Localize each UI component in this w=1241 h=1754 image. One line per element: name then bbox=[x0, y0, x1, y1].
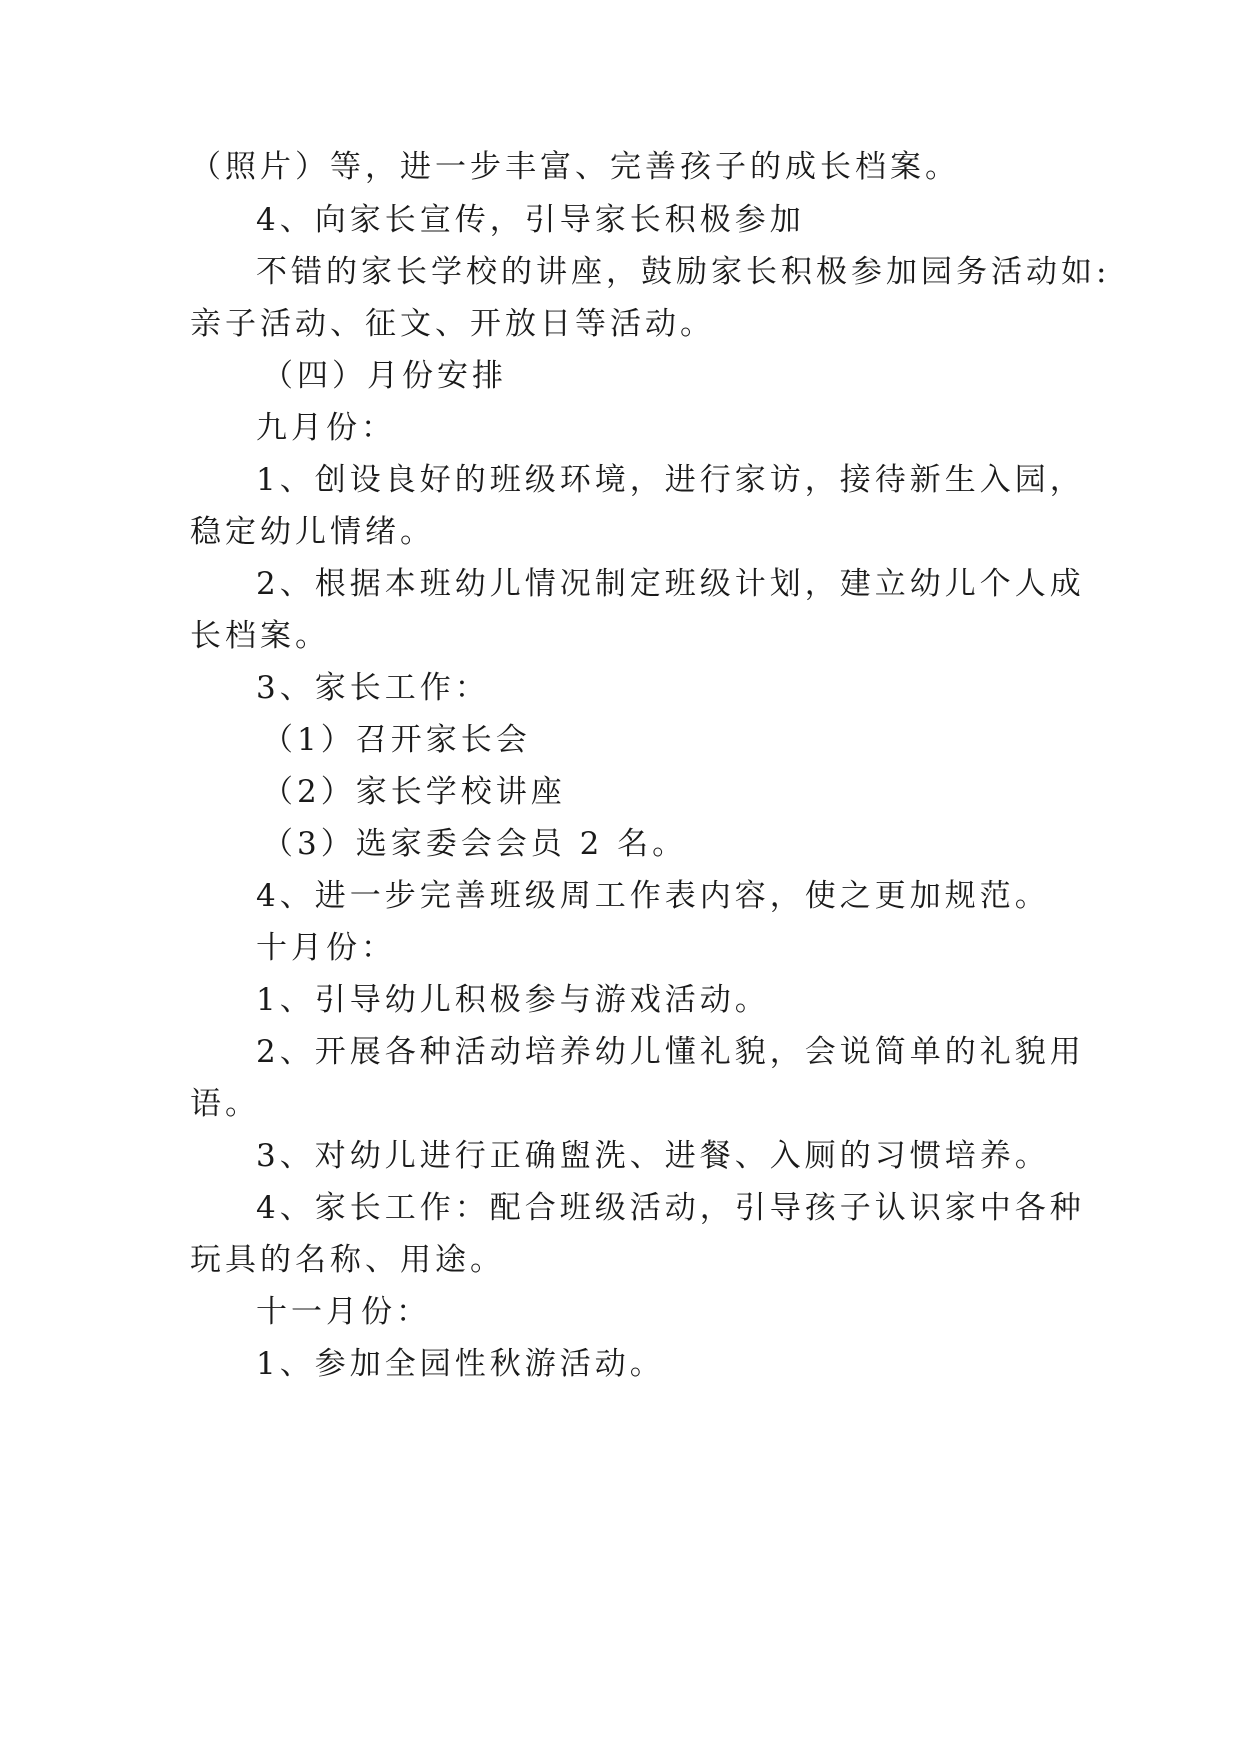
month-heading: 十一月份： bbox=[256, 1294, 431, 1330]
section-heading: （四）月份安排 bbox=[262, 358, 507, 394]
list-item: （1）召开家长会 bbox=[262, 722, 531, 758]
paragraph-line: 不错的家长学校的讲座，鼓励家长积极参加园务活动如: bbox=[256, 254, 1111, 290]
paragraph-line: 语。 bbox=[190, 1086, 260, 1122]
paragraph-line: 长档案。 bbox=[190, 618, 330, 654]
paragraph-line: 4、家长工作：配合班级活动，引导孩子认识家中各种 bbox=[256, 1190, 1085, 1226]
paragraph-line: 1、参加全园性秋游活动。 bbox=[256, 1346, 665, 1382]
paragraph-line: 2、开展各种活动培养幼儿懂礼貌，会说简单的礼貌用 bbox=[256, 1034, 1085, 1070]
paragraph-line: 1、引导幼儿积极参与游戏活动。 bbox=[256, 982, 770, 1018]
paragraph-line: 2、根据本班幼儿情况制定班级计划，建立幼儿个人成 bbox=[256, 566, 1085, 602]
paragraph-line: 4、进一步完善班级周工作表内容，使之更加规范。 bbox=[256, 878, 1050, 914]
paragraph-line: 4、向家长宣传，引导家长积极参加 bbox=[256, 202, 805, 238]
list-item: （3）选家委会会员 2 名。 bbox=[262, 826, 688, 862]
paragraph-line: 3、对幼儿进行正确盥洗、进餐、入厕的习惯培养。 bbox=[256, 1138, 1050, 1174]
paragraph-line: 3、家长工作： bbox=[256, 670, 490, 706]
paragraph-line: 亲子活动、征文、开放日等活动。 bbox=[190, 306, 715, 342]
month-heading: 十月份： bbox=[256, 930, 396, 966]
paragraph-line: 稳定幼儿情绪。 bbox=[190, 514, 435, 550]
paragraph-line: 1、创设良好的班级环境，进行家访，接待新生入园， bbox=[256, 462, 1085, 498]
paragraph-line: 玩具的名称、用途。 bbox=[190, 1242, 505, 1278]
list-item: （2）家长学校讲座 bbox=[262, 774, 566, 810]
paragraph-line: （照片）等，进一步丰富、完善孩子的成长档案。 bbox=[190, 149, 960, 185]
month-heading: 九月份： bbox=[256, 410, 396, 446]
